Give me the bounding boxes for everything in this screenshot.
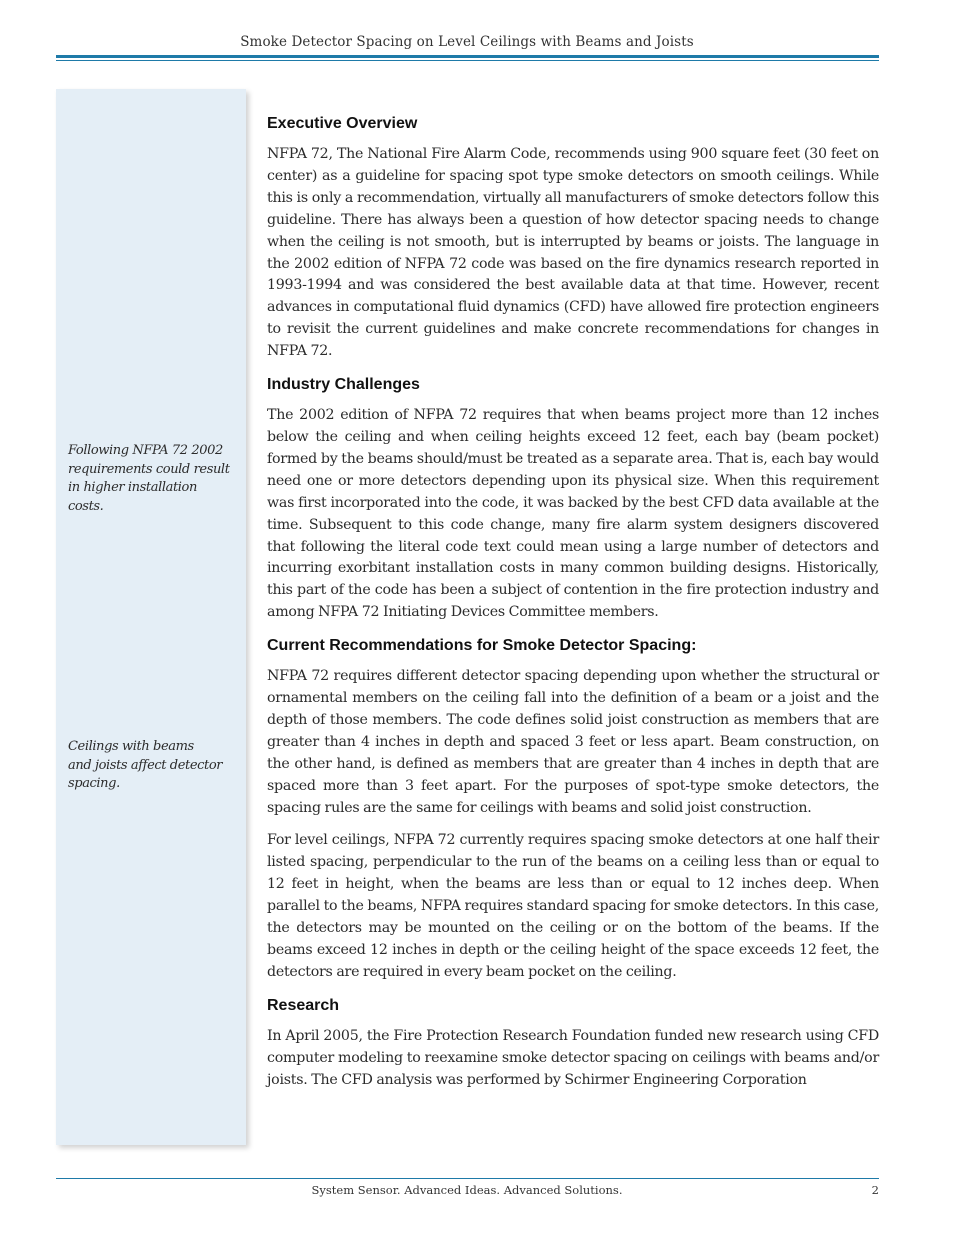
footer-rule [56,1178,879,1179]
paragraph: In April 2005, the Fire Protection Research Foundation funded new research using CFD computer modeling to reexamine smoke detector spacing on ceilings with beams and/or joists. The CFD analysis was performed by Schirmer Engineering Corporation [267,1027,879,1088]
heading-current-recommendations: Current Recommendations for Smoke Detector Spacing: [267,637,697,655]
heading-industry-challenges: Industry Challenges [267,376,420,394]
header-rule-thin [56,60,879,61]
footer-tagline: System Sensor. Advanced Ideas. Advanced Solutions. [311,1183,623,1197]
paragraph: The 2002 edition of NFPA 72 requires that when beams project more than 12 inches below the ceiling and when ceiling heights exceed 12 feet, each bay (beam pocket) formed by the beams should/must be treated as a separate area. That is, each bay would need one or more detectors depending upon its physical size. When this requirement was first incorporated into the code, it was backed by the best CFD data available at the time. Subsequent to this code change, many fire alarm system designers discovered that following the literal code text could mean using a large number of detectors and incurring exorbitant installation costs in many common building designs. Historically, this part of the code has been a subject of contention in the fire protection industry and among NFPA 72 Initiating Devices Committee members. [267,407,879,621]
paragraph: For level ceilings, NFPA 72 currently requires spacing smoke detectors at one half their listed spacing, perpendicular to the run of the beams on a ceiling less than or equal to 12 feet in height, when the beams are less than or equal to 12 inches deep. When parallel to the beams, NFPA requires standard spacing for smoke detectors. In this case, the detectors may be mounted on the ceiling or on the bottom of the beams. If the beams exceed 12 inches in depth or the ceiling height of the space exceeds 12 feet, the detectors are required in every beam pocket on the ceiling. [267,832,879,980]
heading-research: Research [267,996,340,1014]
running-header-title: Smoke Detector Spacing on Level Ceilings with Beams and Joists [240,34,694,50]
heading-executive-overview: Executive Overview [267,115,418,132]
sidebar-panel [56,89,246,1145]
paragraph: NFPA 72, The National Fire Alarm Code, recommends using 900 square feet (30 feet on center) as a guideline for spacing spot type smoke detectors on smooth ceilings. While this is only a recommendation, virtually all manufacturers of smoke detectors follow this guideline. There has always been a question of how detector spacing needs to change when the ceiling is not smooth, but is interrupted by beams or joists. The language in the 2002 edition of NFPA 72 code was based on the fire dynamics research reported in 1993-1994 and was considered the best available data at that time. However, recent advances in computational fluid dynamics (CFD) have allowed fire protection engineers to revisit the current guidelines and make concrete recommendations for changes in NFPA 72. [267,146,879,360]
sidebar-note-installation-costs: Following NFPA 72 2002 requirements could result in higher installation costs. [68,443,230,514]
header-rule [56,55,879,58]
main-content [267,113,879,1103]
page-number: 2 [871,1183,879,1197]
paragraph: NFPA 72 requires different detector spacing depending upon whether the structural or ornamental members on the ceiling fall into the definition of a beam or a joist and the depth of those members. The code defines solid joist construction as members that are greater than 4 inches in depth and spaced 3 feet or less apart. Beam construction, on the other hand, is defined as members that are greater than 4 inches in depth that are spaced more than 3 feet apart. For the purposes of spot-type smoke detectors, the spacing rules are the same for ceilings with beams and solid joist construction. [267,668,879,816]
sidebar-note-detector-spacing: Ceilings with beams and joists affect detector spacing. [68,739,223,791]
